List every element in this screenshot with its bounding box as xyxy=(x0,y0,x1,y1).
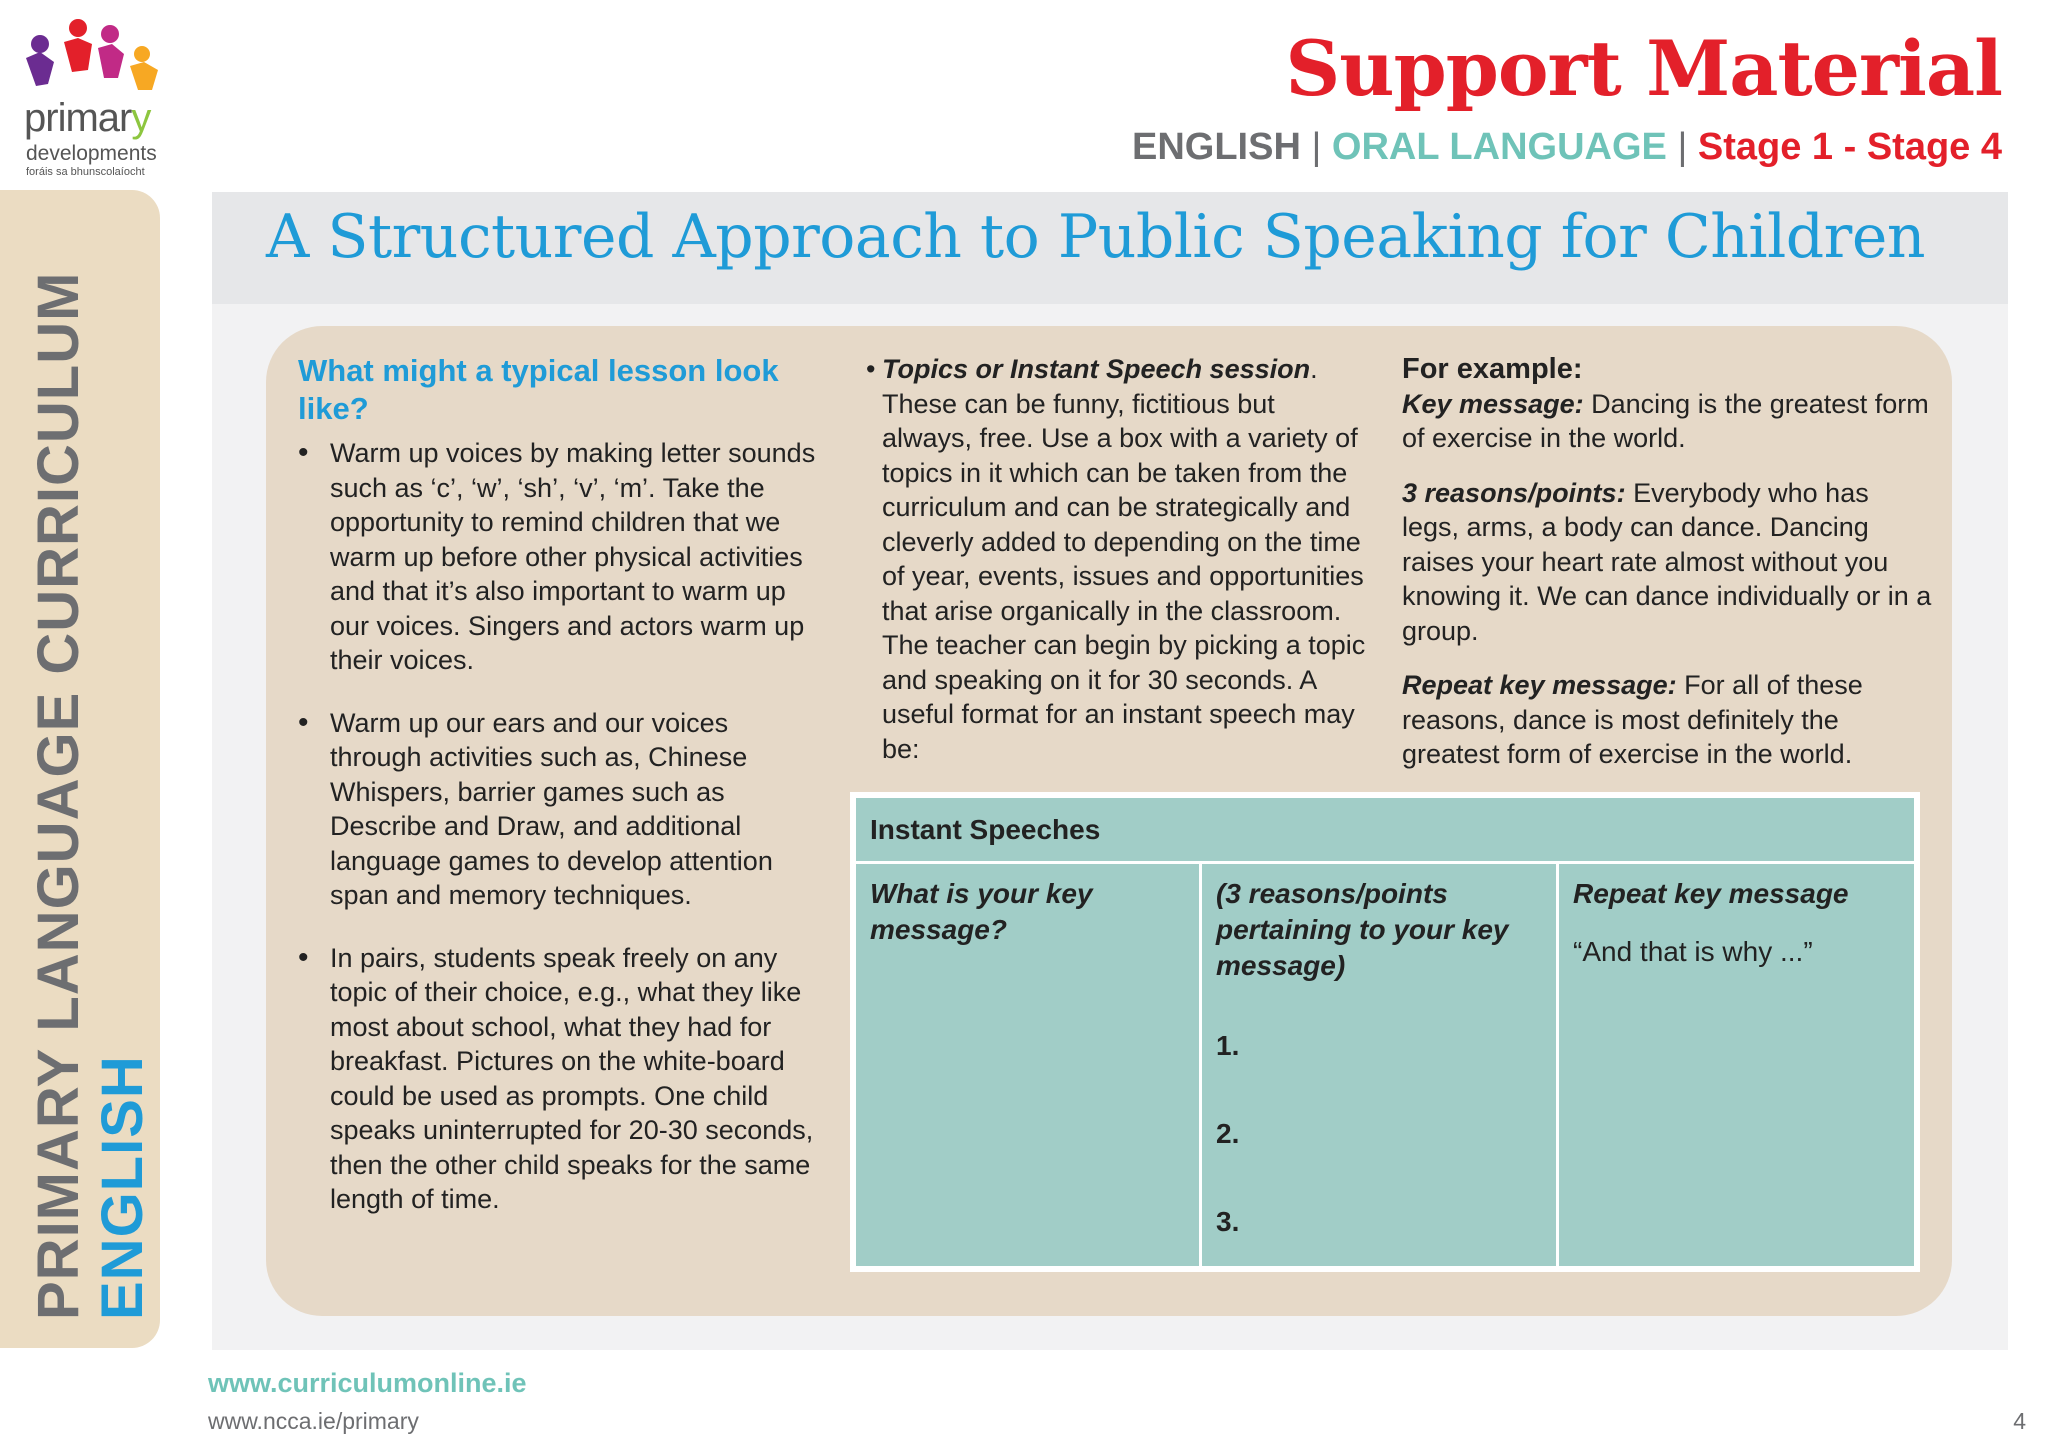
reason-number: 1. xyxy=(1216,1030,1240,1061)
lesson-column xyxy=(298,352,818,1245)
logo-subtitle: developments xyxy=(26,142,157,165)
page-number: 4 xyxy=(2013,1408,2026,1434)
topics-column xyxy=(866,352,1366,766)
reasons-text: Everybody who has legs, arms, a body can dance. Dancing raises your heart rate almost without you knowing it. We can dance individually or in a group. xyxy=(1402,477,1932,646)
example-column xyxy=(1402,352,1932,792)
repeat-paragraph xyxy=(1402,668,1932,772)
page-title: A Structured Approach to Public Speaking for Children xyxy=(266,202,1926,272)
ncca-link[interactable]: www.ncca.ie/primary xyxy=(208,1408,419,1434)
reasons-label: 3 reasons/points: xyxy=(1402,477,1626,508)
repeat-text: For all of these reasons, dance is most definitely the greatest form of exercise in the world. xyxy=(1402,670,1863,769)
list-item: • Warm up voices by making letter sounds such as ‘c’, ‘w’, ‘sh’, ‘v’, ‘m’. Take the opportunity to remind children that we warm up before other physical activities and that it’s also important to warm up our voices. Singers and actors warm up their voices. xyxy=(298,436,818,678)
list-item: • Warm up our ears and our voices through activities such as, Chinese Whispers, barrier games such as Describe and Draw, and additional language games to develop attention span and memory techniques. xyxy=(298,706,818,913)
strand-label: ORAL LANGUAGE xyxy=(1331,126,1667,168)
repeat-quote: “And that is why ...” xyxy=(1573,936,1813,967)
topics-heading-end: . xyxy=(1310,354,1318,384)
table-col-key-message: What is your key message? xyxy=(870,878,1093,945)
topics-heading: Topics or Instant Speech session xyxy=(882,354,1311,384)
table-col-reasons: (3 reasons/points pertaining to your key message) xyxy=(1216,878,1509,981)
table-col-repeat: Repeat key message xyxy=(1573,878,1849,909)
key-message-text: Dancing is the greatest form of exercise in the world. xyxy=(1402,388,1929,453)
lesson-list xyxy=(298,436,818,1217)
support-material-title: Support Material xyxy=(1285,24,2002,113)
reason-number: 3. xyxy=(1216,1206,1240,1237)
people-logo-icon xyxy=(18,14,168,94)
subject-label: ENGLISH xyxy=(1132,126,1301,168)
repeat-label: Repeat key message: xyxy=(1402,670,1677,700)
stage-label: Stage 1 - Stage 4 xyxy=(1697,126,2002,168)
curriculum-online-link[interactable]: www.curriculumonline.ie xyxy=(208,1368,527,1398)
side-vertical-label xyxy=(26,271,155,1320)
topics-body: These can be funny, fictitious but always, free. Use a box with a variety of topics in it which can be taken from the curriculum and can be strategically and cleverly added to depending on the time of year, events, issues and opportunities that arise organically in the classroom. The teacher can begin by picking a topic and speaking on it for 30 seconds. A useful format for an instant speech may be: xyxy=(882,388,1366,764)
topics-lead xyxy=(866,352,1366,387)
example-heading: For example: xyxy=(1402,353,1583,385)
separator: | xyxy=(1677,126,1688,168)
reason-number: 2. xyxy=(1216,1118,1240,1149)
key-message-paragraph xyxy=(1402,387,1932,456)
list-item: • In pairs, students speak freely on any topic of their choice, e.g., what they like most about school, what they had for breakfast. Pictures on the white-board could be used as prompts. One child speaks uninterrupted for 20-30 seconds, then the other child speaks for the same length of time. xyxy=(298,941,818,1217)
separator: | xyxy=(1311,126,1322,168)
table-cell-reasons xyxy=(1202,864,1559,1266)
logo-irish-text: foráis sa bhunscolaíocht xyxy=(26,166,145,178)
table-cell-key-message xyxy=(856,864,1202,1266)
table-header: Instant Speeches xyxy=(856,798,1914,864)
key-message-label: Key message: xyxy=(1402,388,1584,419)
instant-speeches-table xyxy=(850,792,1920,1272)
header-subtitle xyxy=(1132,126,2002,169)
logo xyxy=(18,14,188,178)
bullet: • xyxy=(866,354,876,384)
lesson-heading: What might a typical lesson look like? xyxy=(298,353,779,426)
logo-wordmark: primary xyxy=(24,96,151,140)
side-label-curriculum: PRIMARY LANGUAGE CURRICULUM xyxy=(26,271,91,1320)
side-label-english: ENGLISH xyxy=(90,1055,155,1320)
reasons-paragraph xyxy=(1402,476,1932,649)
table-cell-repeat xyxy=(1559,864,1914,1266)
